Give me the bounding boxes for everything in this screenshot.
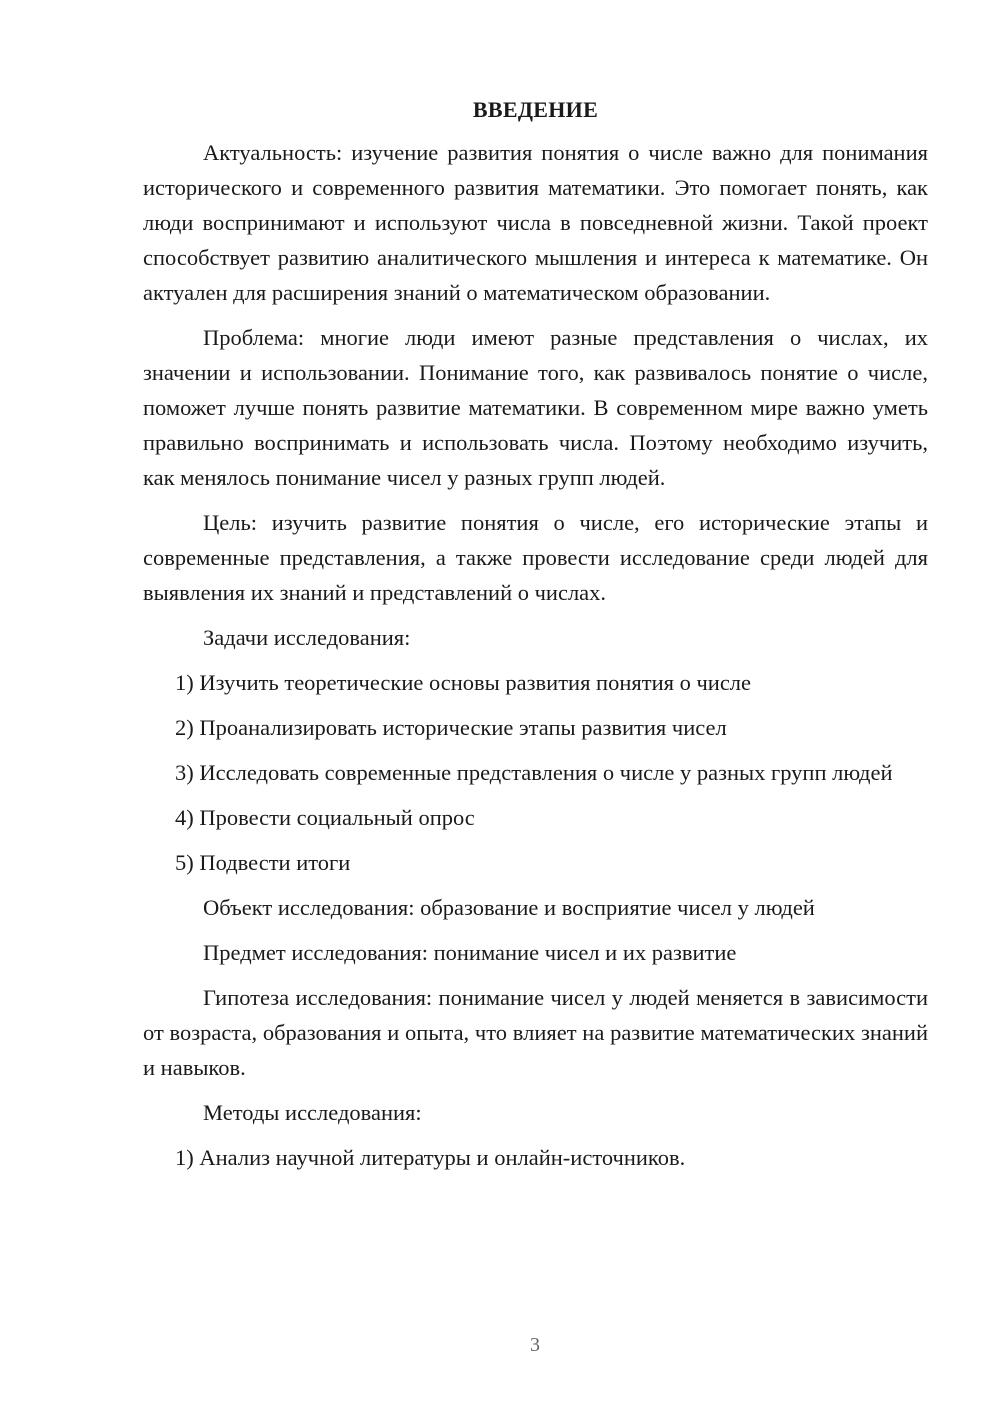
- page-number: 3: [530, 1334, 540, 1356]
- tasks-heading: Задачи исследования:: [203, 625, 411, 650]
- method-item-1: 1) Анализ научной литературы и онлайн-источников.: [175, 1145, 686, 1170]
- goal-paragraph: Цель: изучить развитие понятия о числе, его исторические этапы и современные представления, а также провести исследование среди людей для выявления их знаний и представлений о числах.: [143, 510, 928, 605]
- relevance-paragraph: Актуальность: изучение развития понятия о числе важно для понимания исторического и современного развития математики. Это помогает понять, как люди воспринимают и используют числа в повседневной жизни. Такой проект способствует развитию аналитического мышления и интереса к математике. Он актуален для расширения знаний о математическом образовании.: [143, 140, 928, 305]
- task-item-5: 5) Подвести итоги: [175, 850, 351, 875]
- subject-paragraph: Предмет исследования: понимание чисел и их развитие: [203, 940, 737, 965]
- task-item-2: 2) Проанализировать исторические этапы развития чисел: [175, 715, 727, 740]
- task-item-1: 1) Изучить теоретические основы развития понятия о числе: [175, 670, 752, 695]
- methods-heading: Методы исследования:: [203, 1100, 422, 1125]
- document-page: [143, 95, 928, 1185]
- hypothesis-paragraph: Гипотеза исследования: понимание чисел у людей меняется в зависимости от возраста, образования и опыта, что влияет на развитие математических знаний и навыков.: [143, 985, 928, 1080]
- problem-paragraph: Проблема: многие люди имеют разные представления о числах, их значении и использовании. Понимание того, как развивалось понятие о числе, поможет лучше понять развитие математики. В современном мире важно уметь правильно воспринимать и использовать числа. Поэтому необходимо изучить, как менялось понимание чисел у разных групп людей.: [143, 325, 928, 490]
- task-item-4: 4) Провести социальный опрос: [175, 805, 475, 830]
- task-item-3: 3) Исследовать современные представления о числе у разных групп людей: [175, 760, 893, 785]
- object-paragraph: Объект исследования: образование и восприятие чисел у людей: [203, 895, 815, 920]
- section-title: ВВЕДЕНИЕ: [472, 97, 599, 122]
